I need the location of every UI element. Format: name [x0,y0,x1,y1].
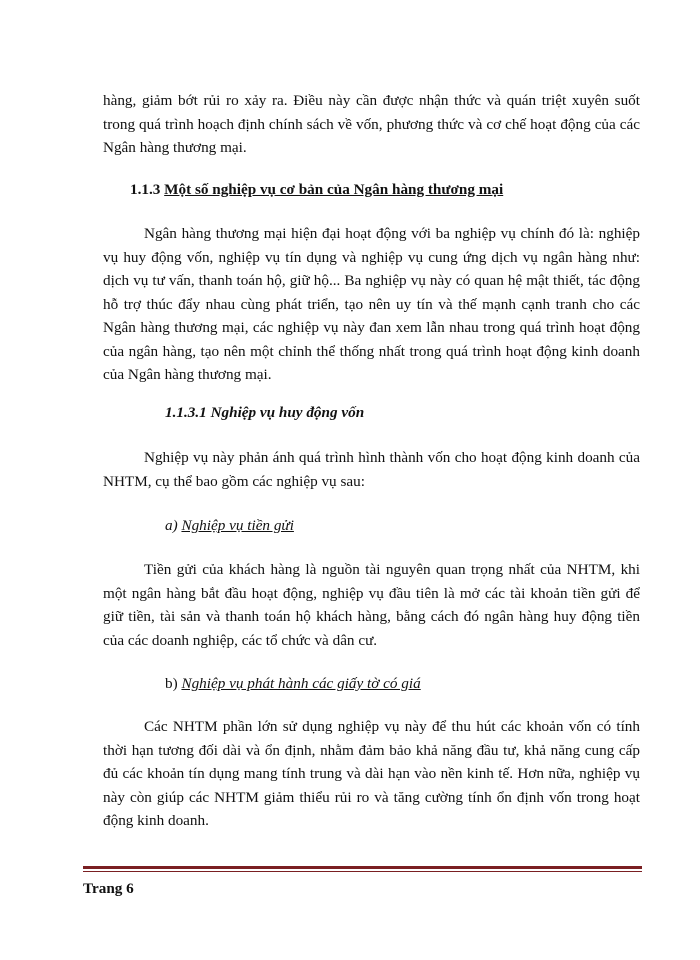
item-a-title: Nghiệp vụ tiền gửi [181,517,294,534]
footer-rule-top [83,866,642,869]
item-a-heading [165,514,294,538]
item-a-prefix: a) [165,517,178,534]
subsection-paragraph: Nghiệp vụ này phản ánh quá trình hình thành vốn cho hoạt động kinh doanh của NHTM, cụ thể bao gồm các nghiệp vụ sau: [103,449,640,490]
section-paragraph: Ngân hàng thương mại hiện đại hoạt động với ba nghiệp vụ chính đó là: nghiệp vụ huy động vốn, nghiệp vụ tín dụng và nghiệp vụ cung ứng dịch vụ ngân hàng như: dịch vụ tư vấn, thanh toán hộ, giữ hộ... Ba nghiệp vụ này có quan hệ mật thiết, tác động hỗ trợ thúc đẩy nhau cùng phát triển, tạo nên uy tín và thế mạnh cạnh tranh cho các Ngân hàng thương mại, các nghiệp vụ này đan xem lẫn nhau trong quá trình hoạt động của ngân hàng, tạo nên một chỉnh thể thống nhất trong quá trình hoạt động kinh doanh của Ngân hàng thương mại. [103,225,640,383]
item-a-paragraph: Tiền gửi của khách hàng là nguồn tài nguyên quan trọng nhất của NHTM, khi một ngân hàng bắt đầu hoạt động, nghiệp vụ đầu tiên là mở các tài khoản tiền gửi để giữ tiền, tài sản và thanh toán hộ khách hàng, bằng cách đó ngân hàng huy động tiền của các doanh nghiệp, các tổ chức và dân cư. [103,561,640,649]
footer-rule-bottom [83,871,642,872]
item-b-title: Nghiệp vụ phát hành các giấy tờ có giá [181,675,421,692]
item-b-heading [165,672,421,696]
page-number-label: Trang 6 [83,880,134,897]
section-heading [130,178,503,202]
subsection-heading: 1.1.3.1 Nghiệp vụ huy động vốn [165,404,365,421]
section-number: 1.1.3 [130,181,161,198]
item-b-paragraph: Các NHTM phần lớn sử dụng nghiệp vụ này để thu hút các khoản vốn có tính thời hạn tương đối dài và ổn định, nhằm đảm bảo khả năng đầu tư, khả năng cung cấp đủ các khoản tín dụng mang tính trung và dài hạn vào nền kinh tế. Hơn nữa, nghiệp vụ này còn giúp các NHTM giảm thiểu rủi ro và tăng cường tính ổn định vốn trong hoạt động kinh doanh. [103,718,640,829]
section-title: Một số nghiệp vụ cơ bản của Ngân hàng thương mại [164,181,504,198]
item-b-prefix: b) [165,675,178,692]
intro-paragraph: hàng, giảm bớt rủi ro xảy ra. Điều này cần được nhận thức và quán triệt xuyên suốt trong quá trình hoạch định chính sách về vốn, phương thức và cơ chế hoạt động của các Ngân hàng thương mại. [103,92,640,156]
